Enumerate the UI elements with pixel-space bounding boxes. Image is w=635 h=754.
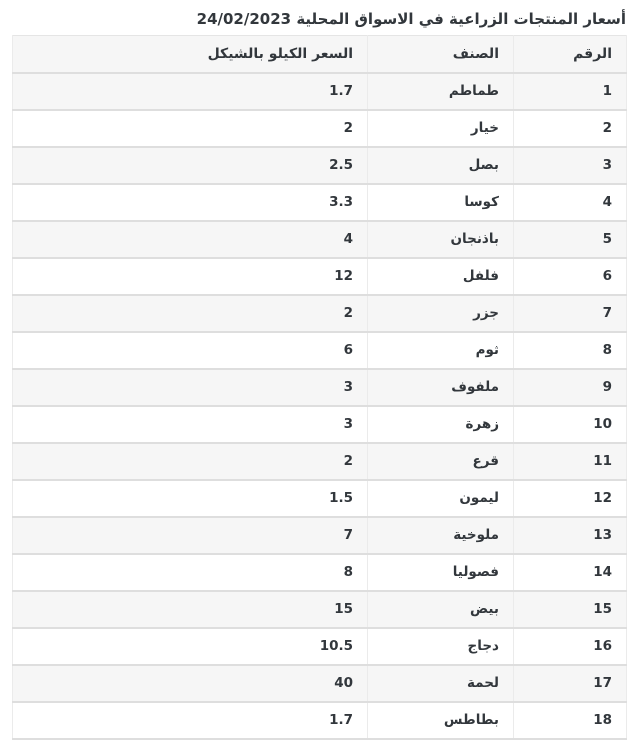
row-item-cell: بيض [368, 591, 514, 628]
table-row [13, 332, 627, 369]
row-number-cell: 7 [514, 295, 627, 332]
row-price-cell: 8 [13, 554, 368, 591]
row-number-cell: 9 [514, 369, 627, 406]
table-row [13, 480, 627, 517]
row-price-cell: 15 [13, 591, 368, 628]
row-number-cell: 11 [514, 443, 627, 480]
row-price-cell: 3 [13, 369, 368, 406]
row-price-cell: 2.5 [13, 147, 368, 184]
row-price-cell: 7 [13, 517, 368, 554]
row-price-cell: 3.3 [13, 184, 368, 221]
row-number-cell: 6 [514, 258, 627, 295]
row-price-cell: 2 [13, 443, 368, 480]
table-row [13, 406, 627, 443]
row-number-cell: 16 [514, 628, 627, 665]
row-item-cell: ثوم [368, 332, 514, 369]
table-row [13, 665, 627, 702]
row-item-cell: بصل [368, 147, 514, 184]
prices-table [12, 35, 627, 740]
row-number-cell: 4 [514, 184, 627, 221]
table-row [13, 295, 627, 332]
row-item-cell: قرع [368, 443, 514, 480]
table-header [13, 36, 627, 73]
row-price-cell: 1.7 [13, 702, 368, 739]
row-price-cell: 2 [13, 295, 368, 332]
row-item-cell: بطاطس [368, 702, 514, 739]
table-row [13, 443, 627, 480]
row-number-cell: 12 [514, 480, 627, 517]
row-number-cell: 14 [514, 554, 627, 591]
row-item-cell: جزر [368, 295, 514, 332]
table-row [13, 369, 627, 406]
row-number-cell: 13 [514, 517, 627, 554]
row-item-cell: فصوليا [368, 554, 514, 591]
header-number: الرقم [514, 36, 627, 73]
row-price-cell: 4 [13, 221, 368, 258]
row-item-cell: ملفوف [368, 369, 514, 406]
row-item-cell: كوسا [368, 184, 514, 221]
table-row [13, 258, 627, 295]
table-row [13, 147, 627, 184]
table-row [13, 554, 627, 591]
row-number-cell: 1 [514, 73, 627, 110]
row-number-cell: 8 [514, 332, 627, 369]
row-item-cell: خيار [368, 110, 514, 147]
table-row [13, 591, 627, 628]
table-row [13, 517, 627, 554]
row-item-cell: ملوخية [368, 517, 514, 554]
row-item-cell: لحمة [368, 665, 514, 702]
row-item-cell: دجاج [368, 628, 514, 665]
header-row [13, 36, 627, 73]
row-price-cell: 2 [13, 110, 368, 147]
row-price-cell: 6 [13, 332, 368, 369]
row-item-cell: زهرة [368, 406, 514, 443]
table-row [13, 73, 627, 110]
row-number-cell: 2 [514, 110, 627, 147]
table-row [13, 110, 627, 147]
row-price-cell: 3 [13, 406, 368, 443]
table-body [13, 73, 627, 739]
table-row [13, 221, 627, 258]
table-row [13, 702, 627, 739]
table-row [13, 184, 627, 221]
row-number-cell: 3 [514, 147, 627, 184]
row-number-cell: 15 [514, 591, 627, 628]
row-item-cell: ليمون [368, 480, 514, 517]
row-number-cell: 17 [514, 665, 627, 702]
row-number-cell: 10 [514, 406, 627, 443]
header-price: السعر الكيلو بالشيكل [13, 36, 368, 73]
row-number-cell: 5 [514, 221, 627, 258]
table-row [13, 628, 627, 665]
row-number-cell: 18 [514, 702, 627, 739]
row-item-cell: باذنجان [368, 221, 514, 258]
row-price-cell: 40 [13, 665, 368, 702]
header-item: الصنف [368, 36, 514, 73]
row-price-cell: 1.5 [13, 480, 368, 517]
row-item-cell: فلفل [368, 258, 514, 295]
page-title: أسعار المنتجات الزراعية في الاسواق المحلية 24/02/2023 [196, 10, 626, 28]
row-price-cell: 1.7 [13, 73, 368, 110]
row-price-cell: 10.5 [13, 628, 368, 665]
row-price-cell: 12 [13, 258, 368, 295]
row-item-cell: طماطم [368, 73, 514, 110]
